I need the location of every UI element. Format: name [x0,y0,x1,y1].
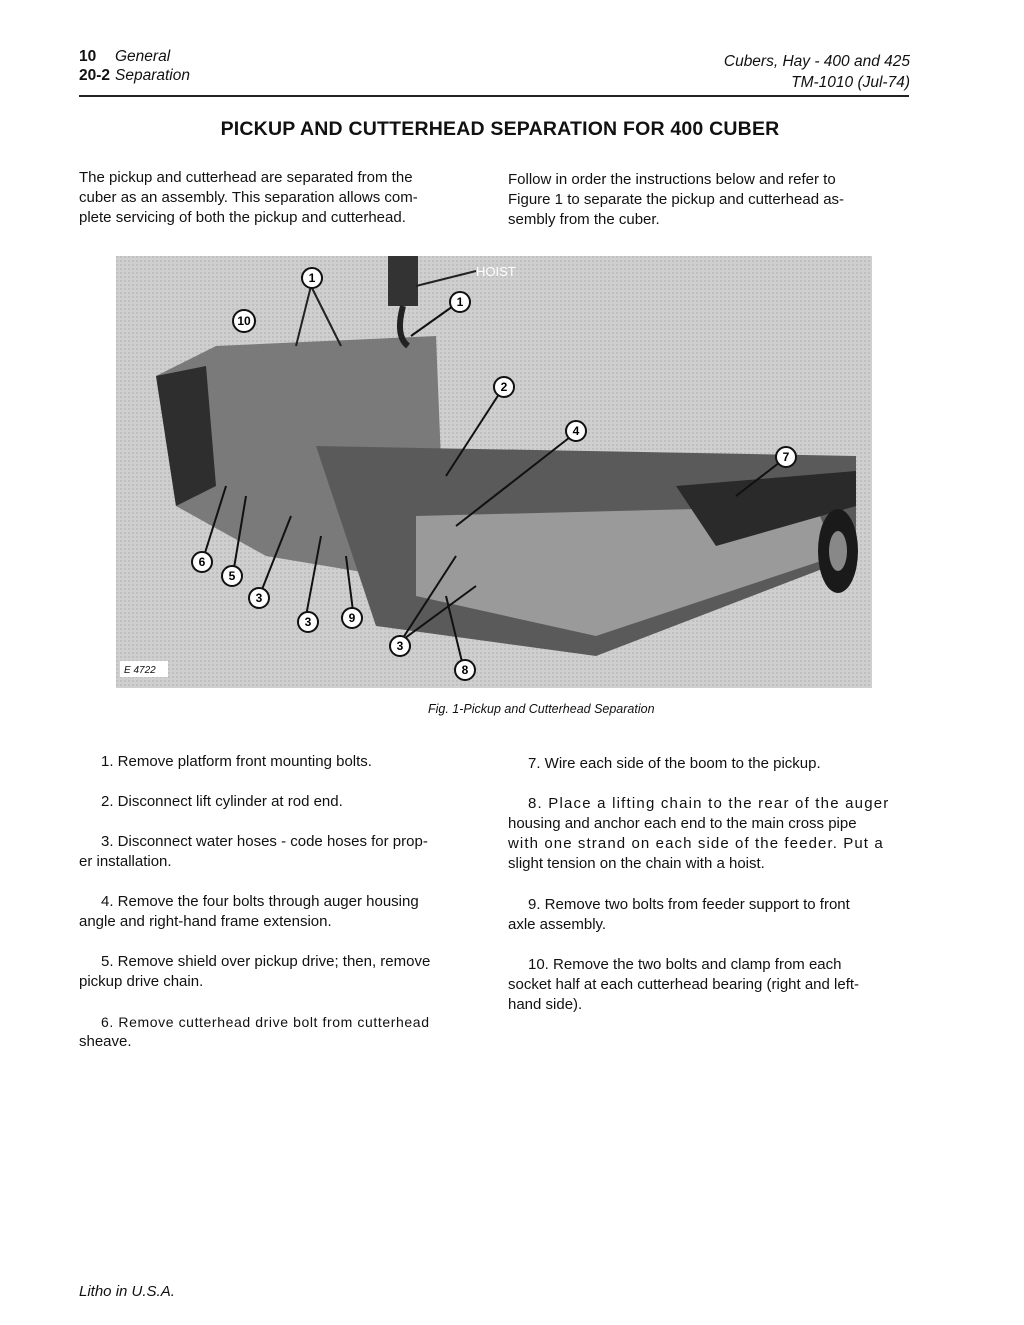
callout-4 [566,421,586,441]
svg-text:3: 3 [304,615,312,629]
intro-line: The pickup and cutterhead are separated from the [79,169,413,186]
callout-1-top [302,268,322,288]
callout-9 [342,608,362,628]
step-item [79,1012,481,1052]
step-line: hand side). [508,996,583,1013]
footer-litho: Litho in U.S.A. [79,1283,175,1300]
step-item [79,952,481,992]
intro-right [508,170,910,230]
step-line: housing and anchor each end to the main cross pipe [508,815,857,832]
intro-left [79,168,479,228]
svg-text:1: 1 [308,271,316,285]
step-item [79,832,481,872]
svg-text:6: 6 [198,555,206,569]
svg-text:10: 10 [237,314,251,328]
figure-photo [116,256,872,688]
step-line: 9. Remove two bolts from feeder support to front [528,896,850,913]
svg-text:8: 8 [461,663,469,677]
step-line: 8. Place a lifting chain to the rear of the auger [528,795,890,812]
step-line: 10. Remove the two bolts and clamp from each [528,956,842,973]
intro-line: cuber as an assembly. This separation allows com- [79,189,418,206]
svg-text:9: 9 [348,611,356,625]
figure-caption: Fig. 1-Pickup and Cutterhead Separation [428,702,655,716]
step-line: 7. Wire each side of the boom to the pickup. [528,755,821,772]
hoist-label: HOIST [476,264,516,279]
svg-text:7: 7 [782,450,790,464]
callout-1-right [450,292,470,312]
step-item [508,895,910,935]
step-line: 3. Disconnect water hoses - code hoses for prop- [101,833,428,850]
step-line: 6. Remove cutterhead drive bolt from cutterhead [101,1014,430,1030]
header-rule [79,95,909,97]
intro-line: Follow in order the instructions below and refer to [508,171,836,188]
header-section-line: 20-2 Separation [79,67,190,84]
svg-text:3: 3 [396,639,404,653]
step-line: pickup drive chain. [79,973,204,990]
step-item [79,892,481,932]
step-item [101,752,481,772]
step-line: with one strand on each side of the feeder. Put a [508,835,884,852]
callout-6 [192,552,212,572]
manual-title: Cubers, Hay - 400 and 425 [723,53,910,70]
step-line: 5. Remove shield over pickup drive; then, remove [101,953,431,970]
step-item [528,754,908,774]
step-line: 2. Disconnect lift cylinder at rod end. [101,793,343,810]
header-right [724,52,910,92]
machine-illustration [116,256,872,688]
svg-text:2: 2 [500,380,508,394]
step-line: angle and right-hand frame extension. [79,913,332,930]
callout-5 [222,566,242,586]
step-line: socket half at each cutterhead bearing (right and left- [508,976,860,993]
step-line: 1. Remove platform front mounting bolts. [101,753,372,770]
svg-text:1: 1 [456,295,464,309]
manual-number: TM-1010 (Jul-74) [791,74,910,91]
plate-number: E 4722 [124,665,156,676]
callout-7 [776,447,796,467]
step-item [101,792,481,812]
intro-line: sembly from the cuber. [508,211,660,228]
page-title: PICKUP AND CUTTERHEAD SEPARATION FOR 400 CUBER [220,118,780,140]
header-left [79,47,190,85]
step-item [508,794,910,874]
step-line: 4. Remove the four bolts through auger housing [101,893,419,910]
hoist-block [388,256,418,306]
intro-line: plete servicing of both the pickup and cutterhead. [79,209,406,226]
callout-3-left [249,588,269,608]
step-line: axle assembly. [508,916,607,933]
step-item [508,955,910,1015]
callout-2 [494,377,514,397]
callout-8 [455,660,475,680]
step-line: sheave. [79,1033,132,1050]
intro-line: Figure 1 to separate the pickup and cutterhead as- [508,191,845,208]
wheel-hub [829,531,847,571]
svg-text:5: 5 [228,569,236,583]
callout-10 [233,310,255,332]
step-line: slight tension on the chain with a hoist. [508,855,765,872]
header-section-line: 10 General [79,48,171,65]
svg-text:4: 4 [572,424,580,438]
svg-text:3: 3 [255,591,263,605]
step-line: er installation. [79,853,172,870]
callout-3-mid [298,612,318,632]
callout-3-bottom [390,636,410,656]
